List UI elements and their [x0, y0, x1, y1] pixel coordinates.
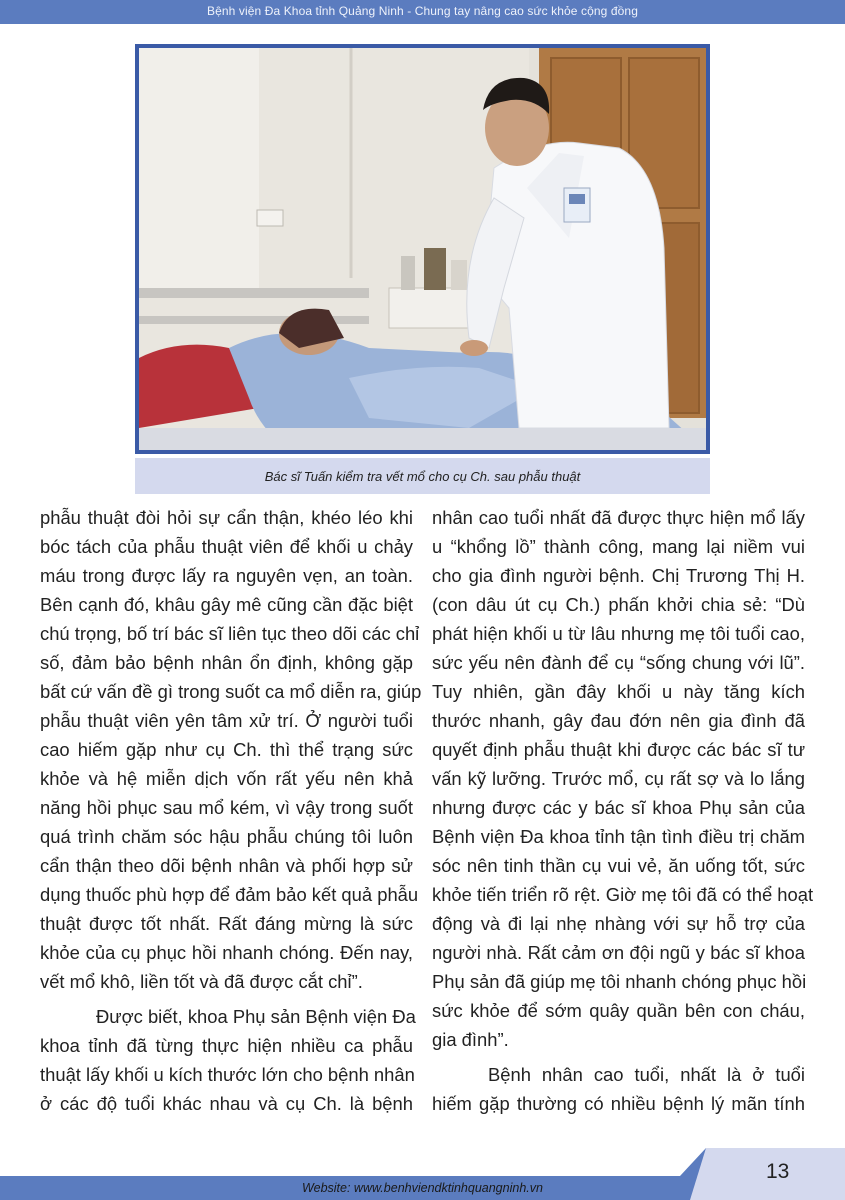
text-line: chú trọng, bố trí bác sĩ liên tục theo dõi các chỉ — [40, 623, 420, 644]
photo-caption: Bác sĩ Tuấn kiểm tra vết mổ cho cụ Ch. sau phẫu thuật — [264, 469, 581, 484]
text-line: phẫu thuật viên yên tâm xử trí. Ở người tuổi — [40, 710, 413, 731]
text-line: người nhà. Rất cảm ơn đội ngũ y bác sĩ khoa — [432, 942, 805, 963]
text-line: bóc tách của phẫu thuật viên để khối u chảy — [40, 536, 413, 557]
text-line: quyết định phẫu thuật khi được các bác sĩ tư — [432, 739, 805, 760]
text-line: cẩn thận theo dõi bệnh nhân và phối hợp sử — [40, 855, 413, 876]
text-line: Bên cạnh đó, khâu gây mê cũng cần đặc biệt — [40, 594, 413, 615]
text-line: u “khổng lồ” thành công, mang lại niềm vui — [432, 536, 805, 557]
left-text-column — [40, 503, 422, 1118]
footer-website: Website: www.benhviendktinhquangninh.vn — [302, 1181, 543, 1195]
text-line: thuật lấy khối u kích thước lớn cho bệnh nhân — [40, 1064, 415, 1085]
text-line: vấn kỹ lưỡng. Trước mổ, cụ rất sợ và lo lắng — [432, 768, 805, 789]
text-line: gia đình”. — [432, 1029, 509, 1050]
text-line: quá trình chăm sóc hậu phẫu chúng tôi luôn — [40, 826, 413, 847]
text-line: dụng thuốc phù hợp để đảm bảo kết quả phẫu — [40, 884, 419, 905]
text-line: khỏe và hệ miễn dịch vốn rất yếu nên khả — [40, 768, 413, 789]
page-number: 13 — [766, 1160, 790, 1183]
text-line: sức khỏe để sớm quây quần bên con cháu, — [432, 1000, 805, 1021]
text-line: sức yếu nên đành để cụ “sống chung với lũ”. — [432, 652, 805, 673]
text-line: hiếm gặp thường có nhiều bệnh lý mãn tính — [432, 1093, 805, 1114]
text-line: năng hồi phục sau mổ kém, vì vậy trong suốt — [40, 797, 413, 818]
text-line: (con dâu út cụ Ch.) phấn khởi chia sẻ: “Dù — [432, 594, 805, 615]
text-line: động và đi lại nhẹ nhàng với sự hỗ trợ của — [432, 913, 805, 934]
text-line: nhân cao tuổi nhất đã được thực hiện mổ lấy — [432, 507, 805, 528]
text-line: thước nhanh, gây đau đớn nên gia đình đã — [432, 710, 805, 731]
text-line: Tuy nhiên, gần đây khối u này tăng kích — [432, 681, 805, 702]
text-line: khoa tỉnh đã từng thực hiện nhiều ca phẫu — [40, 1035, 413, 1056]
text-line: bất cứ vấn đề gì trong suốt ca mổ diễn ra, giúp — [40, 681, 422, 702]
text-line: khỏe của cụ phục hồi nhanh chóng. Đến nay, — [40, 942, 413, 963]
text-line: ở các độ tuổi khác nhau và cụ Ch. là bệnh — [40, 1093, 413, 1114]
text-line: vết mổ khô, liền tốt và đã được cắt chỉ”. — [40, 971, 363, 992]
photo-frame — [135, 44, 710, 454]
text-line: nhưng được các y bác sĩ khoa Phụ sản của — [432, 797, 805, 818]
doctor-examining-patient-photo — [139, 48, 706, 450]
text-line: cao hiếm gặp như cụ Ch. thì thể trạng sức — [40, 739, 413, 760]
photo-illustration — [139, 48, 706, 450]
text-line: thuật được tốt nhất. Rất đáng mừng là sức — [40, 913, 413, 934]
photo-caption-box — [135, 458, 710, 494]
text-line: phát hiện khối u từ lâu nhưng mẹ tôi tuổi cao, — [432, 623, 805, 644]
text-line: sóc nên tinh thần cụ vui vẻ, ăn uống tốt, sức — [432, 855, 805, 876]
right-text-column — [432, 503, 814, 1118]
text-line: Bệnh nhân cao tuổi, nhất là ở tuổi — [488, 1064, 805, 1085]
header-title: Bệnh viện Đa Khoa tỉnh Quảng Ninh - Chung tay nâng cao sức khỏe cộng đồng — [207, 4, 638, 18]
text-line: Phụ sản đã giúp mẹ tôi nhanh chóng phục hồi — [432, 971, 807, 992]
text-line: Được biết, khoa Phụ sản Bệnh viện Đa — [96, 1006, 416, 1027]
text-line: cho gia đình người bệnh. Chị Trương Thị H. — [432, 565, 805, 586]
text-line: khỏe tiến triển rõ rệt. Giờ mẹ tôi đã có thể hoạt — [432, 884, 814, 905]
text-line: Bệnh viện Đa khoa tỉnh tận tình điều trị chăm — [432, 826, 805, 847]
text-line: phẫu thuật đòi hỏi sự cẩn thận, khéo léo khi — [40, 507, 413, 528]
text-line: số, đảm bảo bệnh nhân ổn định, không gặp — [40, 652, 413, 673]
text-line: máu trong được lấy ra nguyên vẹn, an toàn. — [40, 565, 413, 586]
